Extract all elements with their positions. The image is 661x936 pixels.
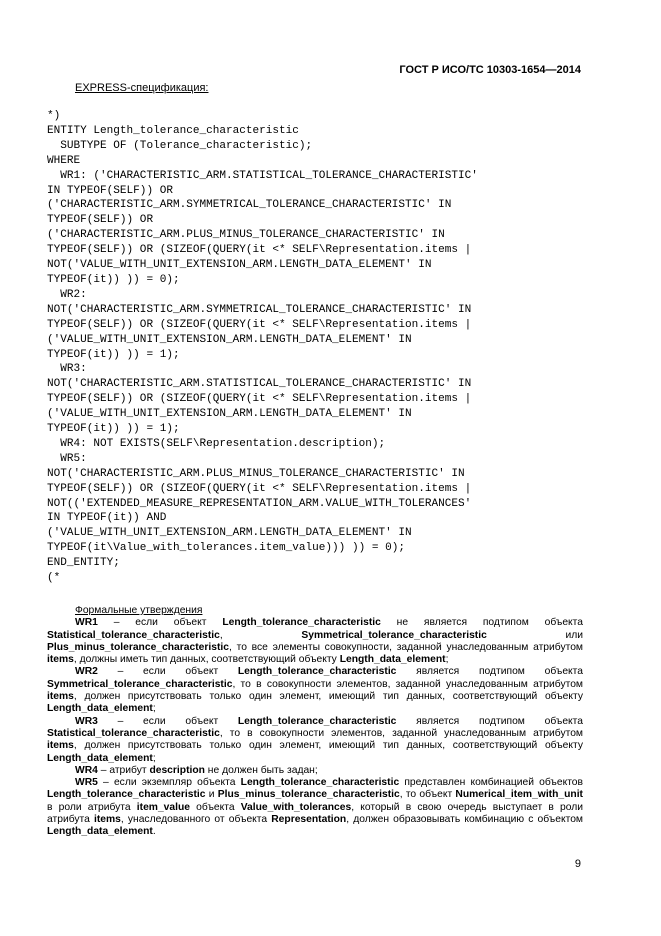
code-line: WR4: NOT EXISTS(SELF\Representation.description); — [60, 437, 386, 450]
assertion-rule: WR5 – если экземпляр объекта Length_tolerance_characteristic представлен комбинацией объектов Length_tolerance_characteristic и Plus_minus_tolerance_characteristic, то объект Numerical_item_with_unit в роли атрибута item_value объекта Value_with_tolerances, который в свою очередь выступает в роли атрибута items, унаследованного от объекта Representation, должен образовывать комбинацию с объектом Length_data_element. — [47, 777, 583, 838]
formal-assertions — [47, 605, 583, 839]
code-line: ENTITY Length_tolerance_characteristic — [47, 124, 299, 137]
code-line: SUBTYPE OF (Tolerance_characteristic); — [60, 139, 313, 152]
express-section-title: EXPRESS-спецификация: — [75, 82, 209, 94]
code-line: WHERE — [47, 154, 81, 167]
code-line: NOT('CHARACTERISTIC_ARM.STATISTICAL_TOLERANCE_CHARACTERISTIC' IN — [47, 378, 472, 391]
code-line: TYPEOF(SELF)) OR (SIZEOF(QUERY(it <* SELF\Representation.items | — [47, 318, 472, 331]
code-line: ('CHARACTERISTIC_ARM.PLUS_MINUS_TOLERANCE_CHARACTERISTIC' IN — [47, 229, 445, 242]
code-line: TYPEOF(it)) )) = 1); — [47, 348, 180, 361]
assertion-rule: WR1 – если объект Length_tolerance_characteristic не является подтипом объекта Statistical_tolerance_characteristic, Symmetrical_tolerance_characteristic или Plus_minus_tolerance_characteristic, то все элементы совокупности, заданной унаследованным атрибутом items, должны иметь тип данных, соответствующий объекту Length_data_element; — [47, 617, 583, 666]
standard-header: ГОСТ Р ИСО/ТС 10303-1654—2014 — [399, 64, 581, 76]
code-line: IN TYPEOF(it)) AND — [47, 512, 167, 525]
page-number: 9 — [574, 858, 581, 870]
assertion-rule: WR4 – атрибут description не должен быть задан; — [75, 764, 318, 776]
code-line: *) — [47, 110, 61, 122]
code-line: NOT(('EXTENDED_MEASURE_REPRESENTATION_ARM.VALUE_WITH_TOLERANCES' — [47, 497, 472, 510]
assertion-rule: WR2 – если объект Length_tolerance_characteristic является подтипом объекта Symmetrical_tolerance_characteristic, то в совокупности элементов, заданной унаследованным атрибутом items, должен присутствовать только один элемент, имеющий тип данных, соответствующий объекту Length_data_element; — [47, 666, 583, 715]
express-code-block — [47, 109, 478, 586]
code-line: IN TYPEOF(SELF)) OR — [47, 184, 173, 197]
code-line: TYPEOF(it)) )) = 0); — [47, 273, 180, 286]
code-line: NOT('VALUE_WITH_UNIT_EXTENSION_ARM.LENGTH_DATA_ELEMENT' IN — [47, 259, 432, 272]
code-line: WR5: — [60, 452, 87, 465]
assertion-rule: WR3 – если объект Length_tolerance_characteristic является подтипом объекта Statistical_tolerance_characteristic, то в совокупности элементов, заданной унаследованным атрибутом items, должен присутствовать только один элемент, имеющий тип данных, соответствующий объекту Length_data_element; — [47, 715, 583, 764]
code-line: TYPEOF(SELF)) OR — [47, 214, 154, 227]
code-line: WR1: ('CHARACTERISTIC_ARM.STATISTICAL_TOLERANCE_CHARACTERISTIC' — [60, 169, 478, 182]
code-line: TYPEOF(SELF)) OR (SIZEOF(QUERY(it <* SELF\Representation.items | — [47, 393, 472, 406]
code-line: NOT('CHARACTERISTIC_ARM.SYMMETRICAL_TOLERANCE_CHARACTERISTIC' IN — [47, 303, 472, 316]
code-line: ('CHARACTERISTIC_ARM.SYMMETRICAL_TOLERANCE_CHARACTERISTIC' IN — [47, 199, 452, 212]
code-line: ('VALUE_WITH_UNIT_EXTENSION_ARM.LENGTH_DATA_ELEMENT' IN — [47, 408, 412, 421]
code-line: TYPEOF(it)) )) = 1); — [47, 423, 180, 436]
code-line: ('VALUE_WITH_UNIT_EXTENSION_ARM.LENGTH_DATA_ELEMENT' IN — [47, 333, 412, 346]
code-line: (* — [47, 572, 61, 585]
code-line: TYPEOF(SELF)) OR (SIZEOF(QUERY(it <* SELF\Representation.items | — [47, 482, 472, 495]
code-line: TYPEOF(SELF)) OR (SIZEOF(QUERY(it <* SELF\Representation.items | — [47, 244, 472, 257]
code-line: NOT('CHARACTERISTIC_ARM.PLUS_MINUS_TOLERANCE_CHARACTERISTIC' IN — [47, 467, 465, 480]
code-line: WR3: — [60, 363, 87, 376]
code-line: WR2: — [60, 288, 87, 301]
code-line: TYPEOF(it\Value_with_tolerances.item_value))) )) = 0); — [47, 542, 405, 555]
code-line: END_ENTITY; — [47, 557, 120, 570]
assertion-list — [47, 617, 583, 838]
assertions-title: Формальные утверждения — [75, 605, 203, 616]
code-line: ('VALUE_WITH_UNIT_EXTENSION_ARM.LENGTH_DATA_ELEMENT' IN — [47, 527, 412, 540]
